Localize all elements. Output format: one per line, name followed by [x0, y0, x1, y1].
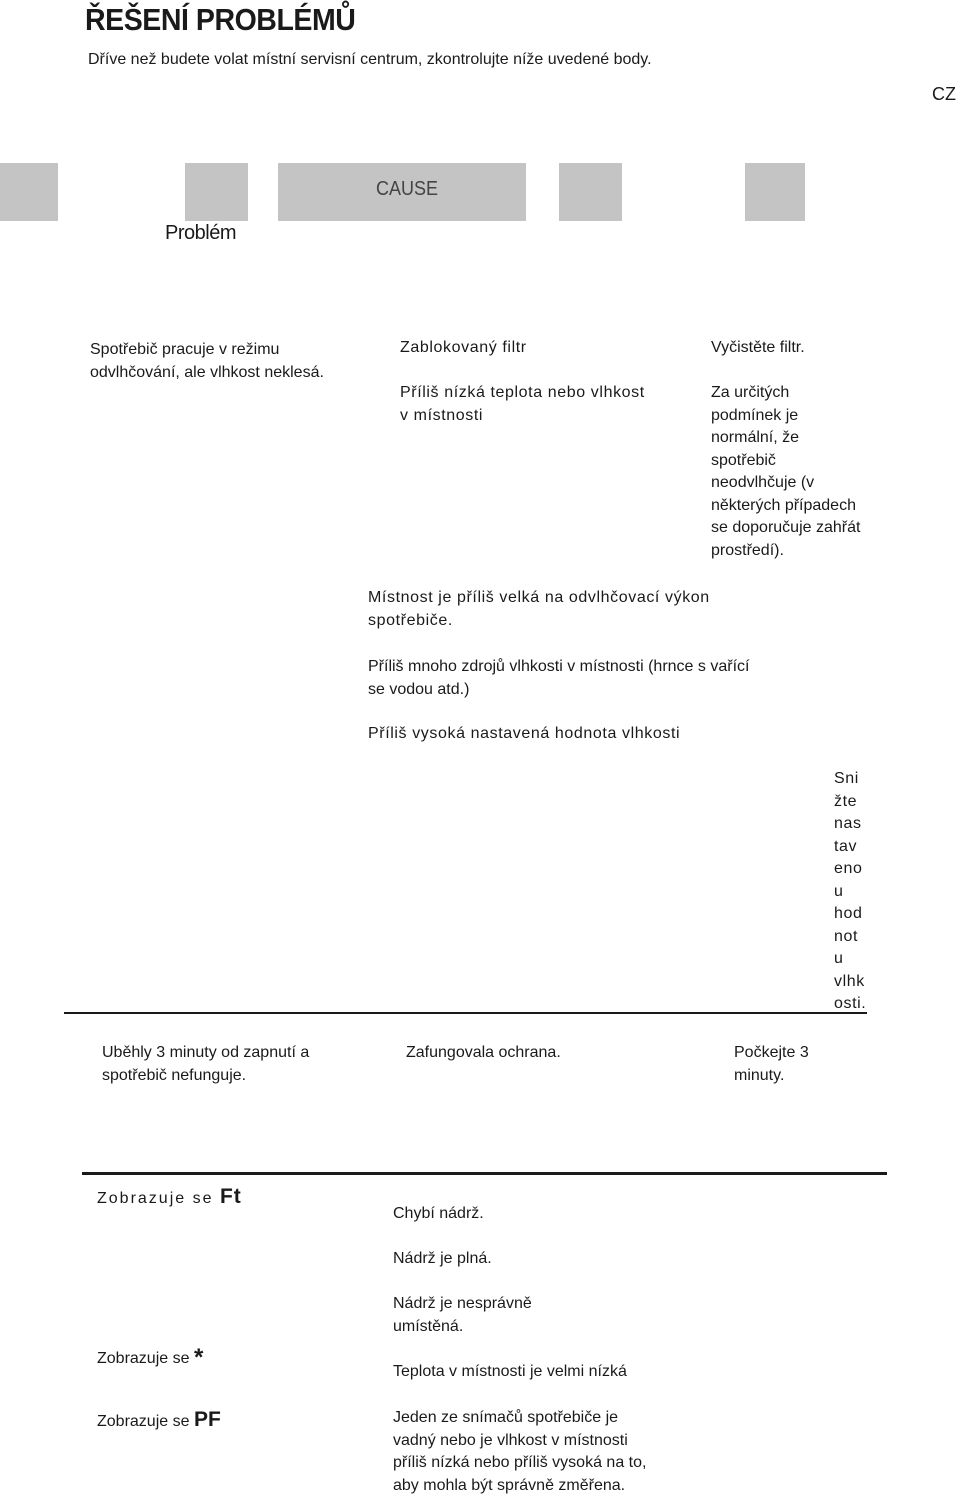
- row1-solution-normal: Za určitých podmínek je normální, že spotřebič neodvlhčuje (v některých případech se doporučuje zahřát prostředí).: [711, 384, 861, 559]
- cause-header-label: CAUSE: [376, 178, 439, 200]
- row-divider: [82, 1172, 887, 1175]
- row2-problem: Uběhly 3 minuty od zapnutí a spotřebič nefunguje.: [102, 1044, 310, 1084]
- row1-cause-room-size: Místnost je příliš velká na odvlhčovací výkon spotřebiče.: [368, 589, 710, 629]
- ft-code: Ft: [219, 1185, 242, 1208]
- row3-cause-tank-misplaced: Nádrž je nesprávně umístěná.: [393, 1295, 532, 1335]
- row1-solution-filter: Vyčistěte filtr.: [711, 339, 805, 356]
- page-title: ŘEŠENÍ PROBLÉMŮ: [85, 2, 356, 37]
- row1-solution-setpoint: Sni žte nas tav eno u hod not u vlhk osti.: [834, 770, 867, 1012]
- problem-header-label: Problém: [165, 222, 236, 244]
- table-header-cell-2: [185, 163, 248, 221]
- row1-problem: Spotřebič pracuje v režimu odvlhčování, ale vlhkost neklesá.: [90, 341, 324, 381]
- row5-cause: Jeden ze snímačů spotřebiče je vadný nebo je vlhkost v místnosti příliš nízká nebo příliš vysoká na to, aby mohla být správně změřena.: [393, 1409, 647, 1494]
- asterisk-code: *: [193, 1344, 204, 1371]
- row2-cause: Zafungovala ochrana.: [406, 1044, 561, 1061]
- row3-cause-no-tank: Chybí nádrž.: [393, 1205, 484, 1222]
- row1-cause-low-temp: Příliš nízká teplota nebo vlhkost v místnosti: [400, 384, 645, 424]
- table-header-cell-4: [559, 163, 622, 221]
- row4-problem: Zobrazuje se *: [97, 1344, 204, 1371]
- table-header-cell-5: [745, 163, 805, 221]
- row-divider: [64, 1012, 867, 1014]
- row2-solution: Počkejte 3 minuty.: [734, 1044, 809, 1084]
- row5-problem: Zobrazuje se PF: [97, 1408, 221, 1431]
- row1-cause-setpoint: Příliš vysoká nastavená hodnota vlhkosti: [368, 725, 681, 742]
- row3-problem: Zobrazuje se Ft: [97, 1185, 242, 1208]
- row3-cause-tank-full: Nádrž je plná.: [393, 1250, 492, 1267]
- row1-cause-humidity-sources: Příliš mnoho zdrojů vlhkosti v místnosti (hrnce s vařící se vodou atd.): [368, 658, 750, 698]
- row4-cause: Teplota v místnosti je velmi nízká: [393, 1363, 627, 1380]
- intro-text: Dříve než budete volat místní servisní centrum, zkontrolujte níže uvedené body.: [88, 51, 652, 68]
- language-code: CZ: [932, 84, 956, 104]
- row1-cause-filter: Zablokovaný filtr: [400, 339, 527, 356]
- table-header-cell-1: [0, 163, 58, 221]
- pf-code: PF: [193, 1408, 221, 1431]
